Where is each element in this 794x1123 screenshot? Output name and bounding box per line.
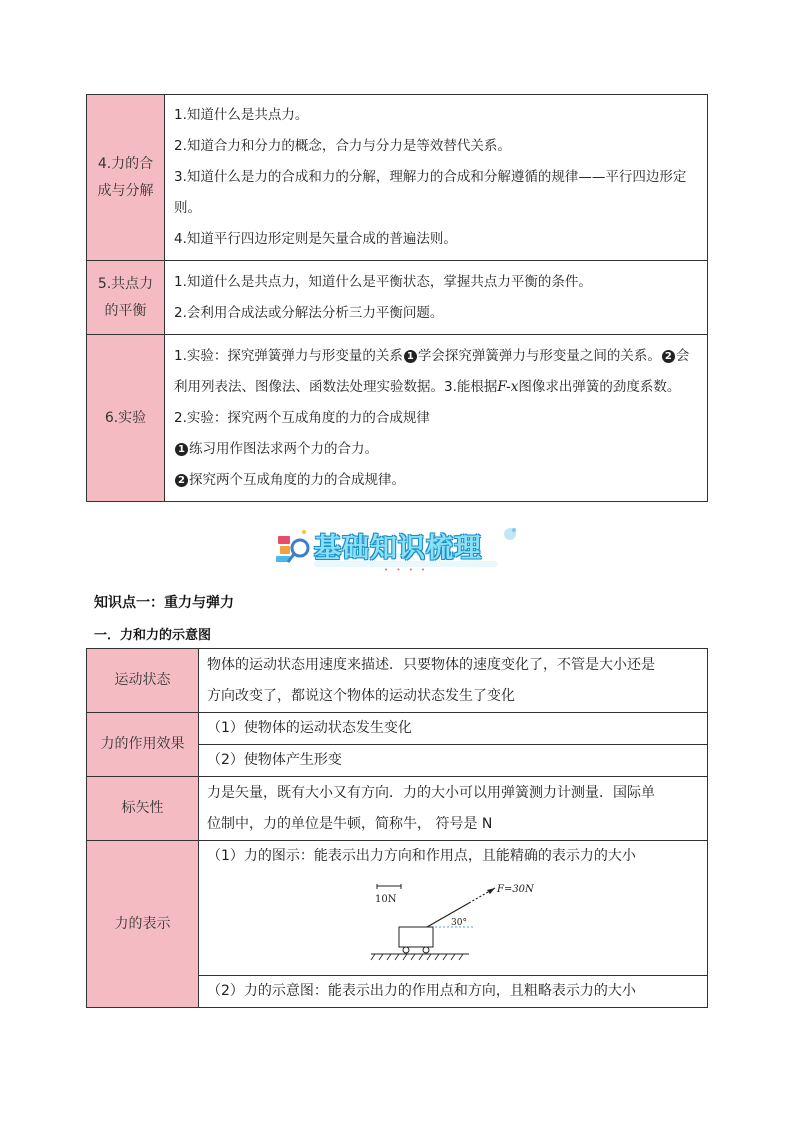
exp1-title: 1.实验：探究弹簧弹力与形变量的关系: [174, 347, 403, 364]
objective-label-line: 5.共点力: [97, 275, 154, 292]
objective-line: 2.知道合力和分力的概念，合力与分力是等效替代关系。: [174, 138, 511, 154]
cart-wheel: [423, 947, 429, 953]
objective-content: [165, 335, 708, 502]
arrow-head-icon: [487, 888, 495, 894]
sparkle-icon: [500, 524, 520, 544]
objective-line: 2.会利用合成法或分解法分析三力平衡问题。: [174, 304, 444, 321]
table-row: [87, 95, 708, 261]
section-banner: [274, 522, 520, 574]
exp2-goal: 练习用作图法求两个力的合力。: [189, 440, 378, 457]
row-label: 运动状态: [87, 649, 199, 713]
exp1-goal-cont: 利用列表法、图像法、函数法处理实验数据。3.能根据: [174, 378, 498, 395]
objective-content: [165, 261, 708, 335]
force-label: F=30N: [497, 884, 534, 895]
row-content: [199, 841, 708, 976]
objective-label-line: 的平衡: [104, 302, 147, 319]
objective-label: [87, 335, 165, 502]
banner-title: 基础知识梳理: [314, 533, 482, 564]
objective-line: 4.知道平行四边形定则是矢量合成的普遍法则。: [174, 231, 457, 247]
table-row: [87, 649, 708, 713]
circled-number-icon: 2: [662, 350, 675, 363]
cart-wheel: [403, 947, 409, 953]
row-content: [199, 649, 708, 713]
objective-line: 1.知道什么是共点力。: [174, 107, 309, 123]
objective-line: 3.知道什么是力的合成和力的分解，理解力的合成和分解遵循的规律——平行四边形定: [174, 169, 687, 185]
table-row: [87, 841, 708, 976]
objective-label-line: 4.力的合: [97, 155, 154, 172]
row-content: [199, 976, 708, 1008]
objective-line: [174, 434, 699, 465]
objective-line: [174, 465, 699, 496]
table-row: [87, 261, 708, 335]
objective-label-line: 成与分解: [97, 182, 154, 199]
knowledge-table: [86, 648, 708, 1008]
content-line: （1）力的图示：能表示出力方向和作用点，且能精确的表示力的大小: [207, 848, 636, 864]
objective-label-line: 6.实验: [104, 409, 147, 426]
objective-line: 则。: [174, 200, 201, 216]
row-label: 力的作用效果: [87, 713, 199, 777]
cart-body: [399, 927, 433, 947]
objective-label: [87, 95, 165, 261]
table-row: [87, 777, 708, 841]
scale-label: 10N: [375, 894, 397, 905]
table-row: [87, 713, 708, 745]
exp1-goal: 学会探究弹簧弹力与形变量之间的关系。: [417, 347, 661, 364]
content-line: （2）力的示意图：能表示出力的作用点和方向，且粗略表示力的大小: [207, 983, 636, 999]
content-line: 位制中，力的单位是牛顿，简称牛， 符号是 N: [207, 815, 493, 832]
row-content: [199, 745, 708, 777]
fx-symbol: F-x: [497, 378, 519, 395]
objectives-table: [86, 94, 708, 502]
circled-number-icon: 1: [404, 350, 417, 363]
row-label: 标矢性: [87, 777, 199, 841]
objective-line: 1.知道什么是共点力，知道什么是平衡状态，掌握共点力平衡的条件。: [174, 273, 592, 290]
content-line: 物体的运动状态用速度来描述．只要物体的速度变化了，不管是大小还是: [207, 656, 655, 673]
angle-label: 30°: [451, 918, 467, 928]
exp1-goal-end: 图像求出弹簧的劲度系数。: [518, 378, 681, 395]
force-diagram: [369, 880, 559, 966]
ground-hatch: [371, 954, 463, 960]
row-label: 力的表示: [87, 841, 199, 1008]
exp2-goal: 探究两个互成角度的力的合成规律。: [189, 471, 405, 488]
subsection-title: 一．力和力的示意图: [94, 628, 212, 643]
objective-label: [87, 261, 165, 335]
objective-content: [165, 95, 708, 261]
section-title: 知识点一：重力与弹力: [94, 595, 234, 611]
content-line: （2）使物体产生形变: [207, 752, 342, 768]
objective-line: [174, 341, 699, 372]
objective-line: 2.实验：探究两个互成角度的力的合成规律: [174, 409, 430, 426]
row-content: [199, 713, 708, 745]
content-line: 力是矢量，既有大小又有方向．力的大小可以用弹簧测力计测量．国际单: [207, 784, 655, 801]
row-content: [199, 777, 708, 841]
content-line: （1）使物体的运动状态发生变化: [207, 720, 412, 736]
exp1-goal-start: 会: [675, 347, 690, 364]
circled-number-icon: 2: [175, 474, 188, 487]
banner-dots: • • • •: [384, 566, 429, 574]
magnifier-book-icon: [274, 524, 314, 570]
table-row: [87, 335, 708, 502]
circled-number-icon: 1: [175, 443, 188, 456]
content-line: 方向改变了，都说这个物体的运动状态发生了变化: [207, 687, 515, 704]
objective-line: [174, 372, 699, 403]
